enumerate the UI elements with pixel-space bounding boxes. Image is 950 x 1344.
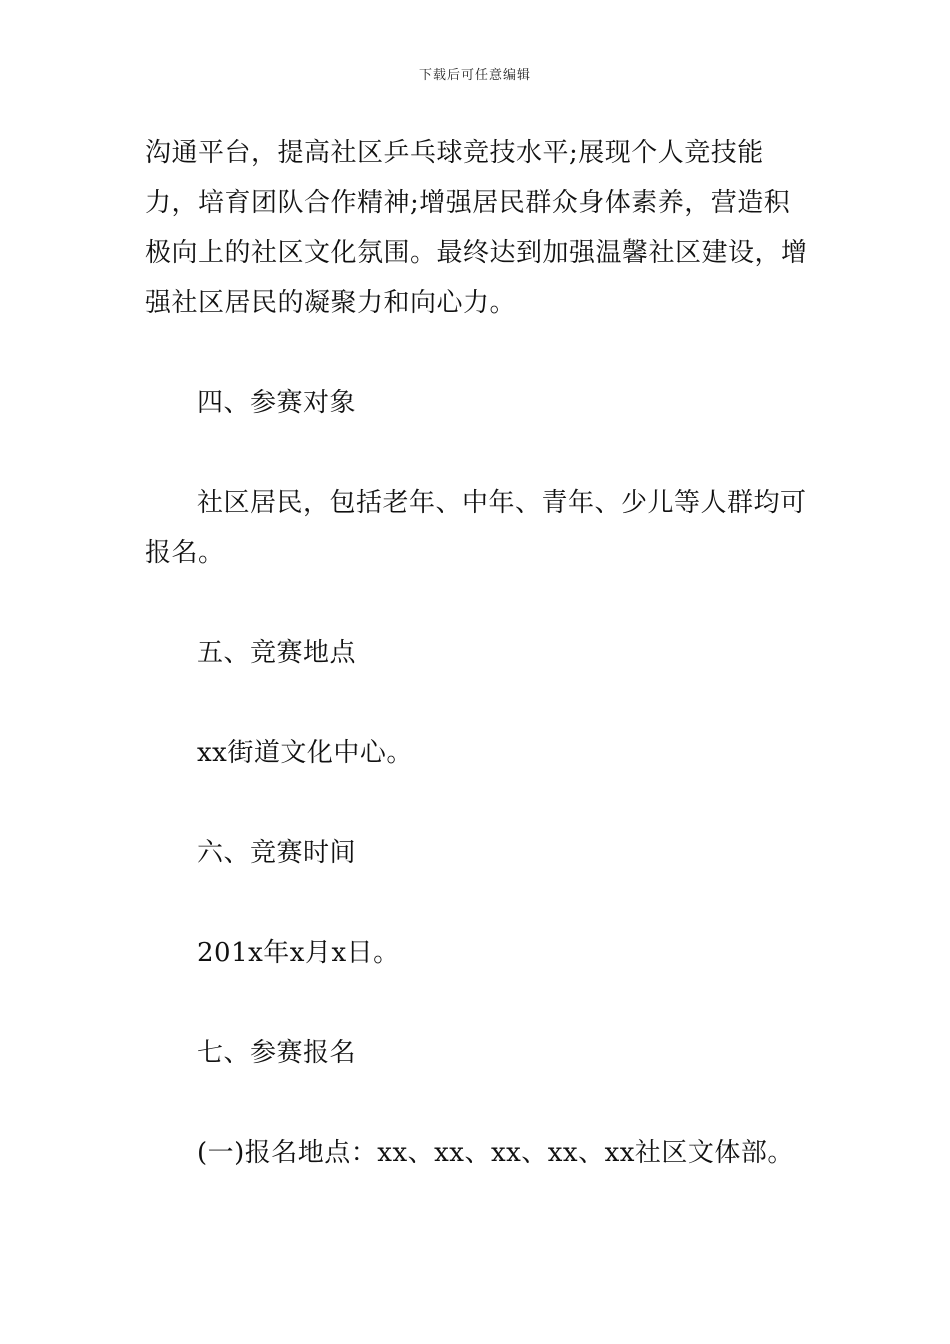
venue-paragraph: xx街道文化中心。: [197, 738, 413, 768]
purpose-paragraph-continued: 沟通平台，提高社区乒乓球竞技水平;展现个人竞技能力，培育团队合作精神;增强居民群众身体素养，营造积极向上的社区文化氛围。最终达到加强温馨社区建设，增强社区居民的凝聚力和向心力。: [145, 138, 808, 318]
time-paragraph: 201x年x月x日。: [197, 938, 400, 968]
section-heading-time: 六、竞赛时间: [197, 838, 357, 868]
page-header-note: 下载后可任意编辑: [418, 68, 531, 83]
document-body: [145, 128, 810, 1178]
section-heading-registration: 七、参赛报名: [197, 1038, 357, 1068]
registration-location-paragraph: (一)报名地点：xx、xx、xx、xx、xx社区文体部。: [197, 1138, 794, 1168]
section-heading-venue: 五、竞赛地点: [197, 638, 357, 668]
section-heading-participants: 四、参赛对象: [197, 388, 357, 418]
participants-paragraph: 社区居民，包括老年、中年、青年、少儿等人群均可报名。: [145, 488, 807, 568]
